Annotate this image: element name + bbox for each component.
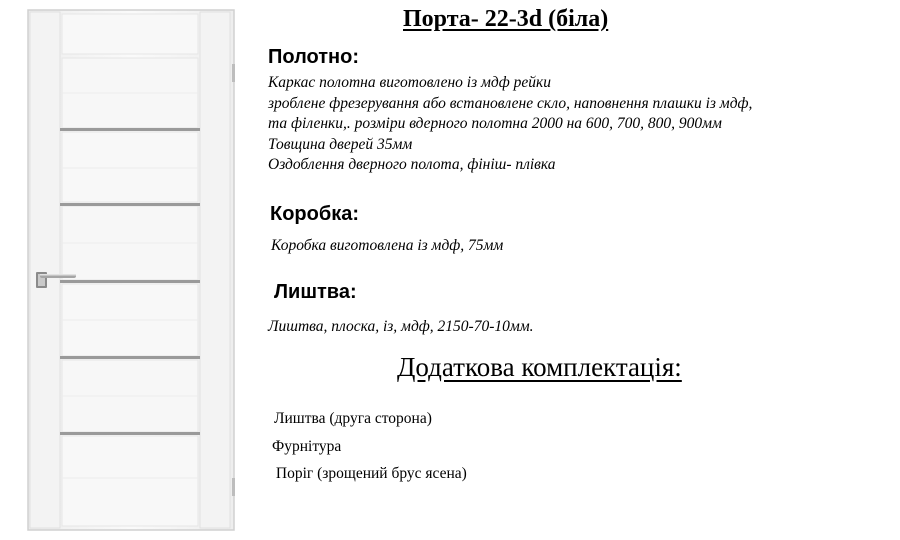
page-title: Порта- 22-3d (біла) [403,6,609,32]
door-panels [62,14,198,526]
door-left-stile [30,12,60,528]
text-line: зроблене фрезерування або встановлене скло, наповнення плашки із мдф, [268,94,753,112]
list-item: Поріг (зрощений брус ясена) [272,465,467,482]
text-line: Лиштва, плоска, із, мдф, 2150-70-10мм. [268,318,534,335]
door-image [26,8,246,532]
text-line: Каркас полотна виготовлено із мдф рейки [268,74,551,91]
extras-list [272,405,467,488]
hinge-bottom [232,478,235,496]
list-item: Лиштва (друга сторона) [274,410,432,427]
list-item: Фурнітура [272,437,342,455]
section-text-lyshtva [268,317,534,338]
glass-strip-3 [60,280,200,283]
section-text-polotno [268,73,752,176]
door-right-stile [200,12,230,528]
text-line: Товщина дверей 35мм [268,135,413,153]
extras-heading: Додаткова комплектація: [397,352,682,382]
section-heading-korobka: Коробка: [270,203,360,225]
glass-strip-4 [60,356,200,359]
hinge-top [232,64,235,82]
text-line: та філенки,. розміри вдерного полотна 2000 на 600, 700, 800, 900мм [268,115,722,132]
text-line: Коробка виготовлена із мдф, 75мм [271,237,504,254]
door-illustration [26,8,246,532]
section-text-korobka [271,236,503,257]
glass-strip-2 [60,203,200,206]
text-line: Оздоблення дверного полота, фініш- плівка [268,156,556,173]
section-heading-polotno: Полотно: [268,46,360,68]
glass-strip-1 [60,128,200,131]
glass-strip-5 [60,432,200,435]
section-heading-lyshtva: Лиштва: [274,281,357,303]
